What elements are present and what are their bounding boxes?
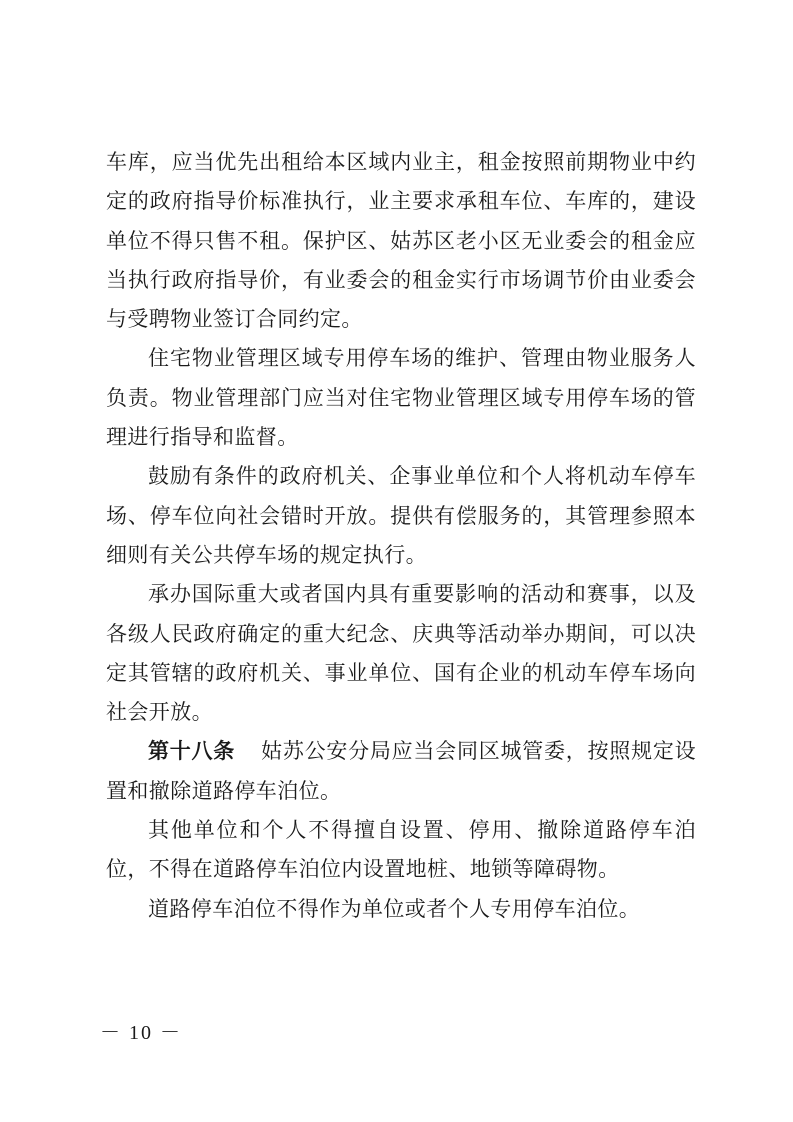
paragraph: 道路停车泊位不得作为单位或者个人专用停车泊位。 <box>148 896 641 921</box>
paragraph: 住宅物业管理区域专用停车场的维护、管理由物业服务人负责。物业管理部门应当对住宅物业管理区域专用停车场的管理进行指导和监督。 <box>106 346 696 450</box>
paragraph: 承办国际重大或者国内具有重要影响的活动和赛事，以及各级人民政府确定的重大纪念、庆典等活动举办期间，可以决定其管辖的政府机关、事业单位、国有企业的机动车停车场向社会开放。 <box>106 582 696 725</box>
article-number: 第十八条 <box>148 739 236 764</box>
paragraph: 鼓励有条件的政府机关、企事业单位和个人将机动车停车场、停车位向社会错时开放。提供有偿服务的，其管理参照本细则有关公共停车场的规定执行。 <box>106 464 696 567</box>
article-paragraph <box>106 732 696 811</box>
paragraph-continued: 车库，应当优先出租给本区域内业主，租金按照前期物业中约定的政府指导价标准执行，业主要求承租车位、车库的，建设单位不得只售不租。保护区、姑苏区老小区无业委会的租金应当执行政府指导价，有业委会的租金实行市场调节价由业委会与受聘物业签订合同约定。 <box>106 150 696 332</box>
document-body <box>106 143 696 929</box>
page-number: － 10 － <box>100 1022 182 1044</box>
paragraph: 其他单位和个人不得擅自设置、停用、撤除道路停车泊位，不得在道路停车泊位内设置地桩、地锁等障碍物。 <box>106 818 696 882</box>
article-text: 姑苏公安分局应当会同区城管委，按照规定设置和撤除道路停车泊位。 <box>106 739 696 803</box>
